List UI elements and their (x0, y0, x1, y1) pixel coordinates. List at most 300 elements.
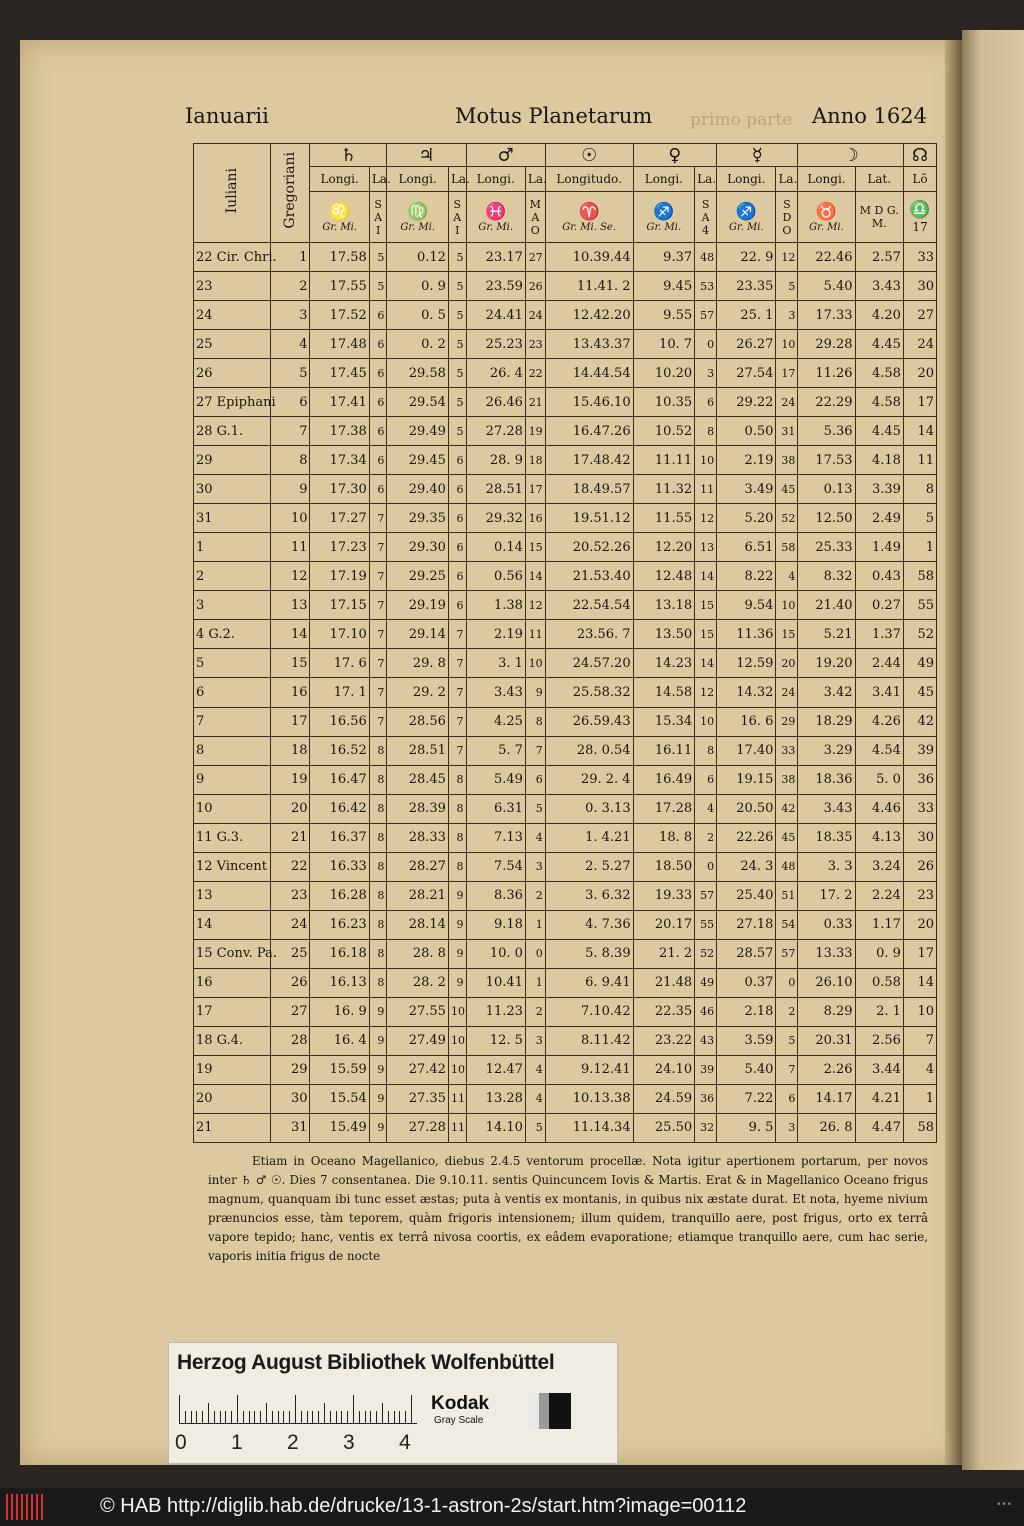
mercury-latitude: 31 (776, 417, 798, 446)
moon-longitude: 8.32 (798, 562, 855, 591)
mercury-latitude: 45 (776, 475, 798, 504)
saturn-longitude: 17.30 (310, 475, 369, 504)
gregorian-day: 8 (270, 446, 310, 475)
sun-longitude: 20.52.26 (545, 533, 633, 562)
sun-symbol: ☉ (545, 144, 633, 167)
jupiter-longitude: 29. 2 (387, 678, 449, 707)
sun-longitude: 2. 5.27 (545, 852, 633, 881)
moon-latitude: 0.43 (855, 562, 903, 591)
venus-latitude: 39 (695, 1055, 717, 1084)
venus-latitude: 32 (695, 1113, 717, 1142)
moon-latitude: 3.39 (855, 475, 903, 504)
saturn-latitude: 5 (369, 272, 387, 301)
ruler-tick (243, 1411, 244, 1423)
mercury-longitude: 28.57 (717, 939, 776, 968)
saturn-lat: La. (369, 167, 387, 192)
moon-longitude: 11.26 (798, 359, 855, 388)
saturn-longitude: 16.33 (310, 852, 369, 881)
moon-latitude: 3.44 (855, 1055, 903, 1084)
venus-longitude: 13.50 (633, 620, 695, 649)
jupiter-longitude: 29.40 (387, 475, 449, 504)
node-longitude: 24 (903, 330, 936, 359)
mercury-latitude: 7 (776, 1055, 798, 1084)
ruler-tick (301, 1411, 302, 1423)
ruler-tick (231, 1411, 232, 1423)
saturn-longitude: 15.54 (310, 1084, 369, 1113)
saturn-longitude: 17.45 (310, 359, 369, 388)
table-row (194, 243, 937, 272)
footer-mark: ••• (996, 1500, 1012, 1510)
jupiter-latitude: 7 (448, 707, 466, 736)
mercury-longitude: 0.37 (717, 968, 776, 997)
venus-latitude: 46 (695, 997, 717, 1026)
moon-longitude: 3. 3 (798, 852, 855, 881)
sun-longitude: 24.57.20 (545, 649, 633, 678)
ruler-tick (376, 1411, 377, 1423)
mercury-latitude: 15 (776, 620, 798, 649)
venus-longitude: 16.49 (633, 765, 695, 794)
mercury-longitude: 29.22 (717, 388, 776, 417)
saturn-latitude: 7 (369, 591, 387, 620)
node-longitude: 52 (903, 620, 936, 649)
moon-longitude: 18.36 (798, 765, 855, 794)
jupiter-longitude: 29.49 (387, 417, 449, 446)
gregorian-day: 23 (270, 881, 310, 910)
gregorian-day: 7 (270, 417, 310, 446)
mars-longitude: 12. 5 (466, 1026, 525, 1055)
mercury-longitude: 26.27 (717, 330, 776, 359)
mercury-longitude: 11.36 (717, 620, 776, 649)
gregorian-day: 17 (270, 707, 310, 736)
moon-longitude: 12.50 (798, 504, 855, 533)
jupiter-longitude: 29.45 (387, 446, 449, 475)
jupiter-latitude: 8 (448, 823, 466, 852)
venus-longitude: 17.28 (633, 794, 695, 823)
jupiter-longitude: 28.39 (387, 794, 449, 823)
sun-longitude: 18.49.57 (545, 475, 633, 504)
jupiter-longitude: 28. 2 (387, 968, 449, 997)
saturn-sign: ♌ Gr. Mi. (310, 192, 369, 243)
mercury-symbol: ☿ (717, 144, 798, 167)
julian-day: 14 (194, 910, 271, 939)
node-longitude: 11 (903, 446, 936, 475)
sun-longitude: 11.14.34 (545, 1113, 633, 1142)
jupiter-longitude: 29.19 (387, 591, 449, 620)
ruler-tick (295, 1395, 296, 1423)
jupiter-longitude: 29. 8 (387, 649, 449, 678)
mars-longitude: 3.43 (466, 678, 525, 707)
sun-longitude: 11.41. 2 (545, 272, 633, 301)
venus-latitude: 53 (695, 272, 717, 301)
sun-longitude: 0. 3.13 (545, 794, 633, 823)
jupiter-longi: Longi. (387, 167, 449, 192)
moon-longitude: 22.29 (798, 388, 855, 417)
venus-longitude: 15.34 (633, 707, 695, 736)
saturn-longitude: 16.13 (310, 968, 369, 997)
mars-latitude: 24 (525, 301, 545, 330)
julian-day: 11 G.3. (194, 823, 271, 852)
copyright-url[interactable]: © HAB http://diglib.hab.de/drucke/13-1-astron-2s/start.htm?image=00112 (100, 1495, 747, 1517)
venus-symbol: ♀ (633, 144, 717, 167)
mercury-latitude: 5 (776, 1026, 798, 1055)
ruler-tick (272, 1411, 273, 1423)
mars-latitude: 1 (525, 910, 545, 939)
mars-latitude: 12 (525, 591, 545, 620)
table-row (194, 997, 937, 1026)
moon-latitude: 4.54 (855, 736, 903, 765)
header-month: Ianuarii (185, 104, 269, 128)
jupiter-latitude: 11 (448, 1084, 466, 1113)
moon-latitude: 0. 9 (855, 939, 903, 968)
saturn-latitude: 7 (369, 562, 387, 591)
jupiter-longitude: 29.14 (387, 620, 449, 649)
jupiter-longitude: 29.30 (387, 533, 449, 562)
venus-longitude: 23.22 (633, 1026, 695, 1055)
moon-latitude: 4.47 (855, 1113, 903, 1142)
saturn-longitude: 16.47 (310, 765, 369, 794)
ruler-tick (278, 1411, 279, 1423)
jupiter-latitude: 10 (448, 1026, 466, 1055)
sun-longitude: 5. 8.39 (545, 939, 633, 968)
mercury-latitude: 5 (776, 272, 798, 301)
mars-latitude: 4 (525, 823, 545, 852)
mercury-longitude: 2.19 (717, 446, 776, 475)
sun-longitude: 15.46.10 (545, 388, 633, 417)
node-longitude: 8 (903, 475, 936, 504)
jupiter-latitude: 7 (448, 649, 466, 678)
jupiter-latitude: 9 (448, 910, 466, 939)
mercury-latitude: 17 (776, 359, 798, 388)
moon-longitude: 17.33 (798, 301, 855, 330)
mars-longitude: 26.46 (466, 388, 525, 417)
saturn-longitude: 16.52 (310, 736, 369, 765)
moon-longitude: 14.17 (798, 1084, 855, 1113)
mercury-longitude: 3.49 (717, 475, 776, 504)
ruler-tick (202, 1411, 203, 1423)
mercury-longitude: 17.40 (717, 736, 776, 765)
mars-latitude: 2 (525, 997, 545, 1026)
gregorian-day: 18 (270, 736, 310, 765)
ruler-tick (341, 1411, 342, 1423)
saturn-longitude: 17.38 (310, 417, 369, 446)
mars-longitude: 25.23 (466, 330, 525, 359)
ruler-tick (394, 1411, 395, 1423)
mercury-latitude: 3 (776, 301, 798, 330)
moon-longitude: 18.35 (798, 823, 855, 852)
ruler-tick (196, 1411, 197, 1423)
gray-scale-swatch (529, 1393, 571, 1429)
moon-longitude: 21.40 (798, 591, 855, 620)
jupiter-latitude: 6 (448, 446, 466, 475)
julian-day: 28 G.1. (194, 417, 271, 446)
moon-latitude: 4.18 (855, 446, 903, 475)
jupiter-longitude: 28.45 (387, 765, 449, 794)
mercury-latitude: 6 (776, 1084, 798, 1113)
mercury-longitude: 16. 6 (717, 707, 776, 736)
ruler-tick (399, 1411, 400, 1423)
julian-day: 25 (194, 330, 271, 359)
ruler-label: 1 (231, 1431, 243, 1454)
saturn-longitude: 16.23 (310, 910, 369, 939)
jupiter-longitude: 27.55 (387, 997, 449, 1026)
venus-latitude: 49 (695, 968, 717, 997)
ruler-tick (208, 1403, 209, 1423)
node-longitude: 23 (903, 881, 936, 910)
mars-longitude: 29.32 (466, 504, 525, 533)
venus-latitude: 8 (695, 417, 717, 446)
sun-longitude: 10.39.44 (545, 243, 633, 272)
mars-longitude: 3. 1 (466, 649, 525, 678)
sun-longitude: 1. 4.21 (545, 823, 633, 852)
gregorian-day: 11 (270, 533, 310, 562)
ruler-tick (191, 1411, 192, 1423)
julian-day: 23 (194, 272, 271, 301)
jupiter-longitude: 0. 2 (387, 330, 449, 359)
jupiter-latitude: 8 (448, 852, 466, 881)
moon-latitude: 4.13 (855, 823, 903, 852)
mercury-latitude: 38 (776, 765, 798, 794)
mercury-longitude: 8.22 (717, 562, 776, 591)
header-year: Anno 1624 (812, 104, 927, 128)
saturn-latitude: 8 (369, 823, 387, 852)
table-row (194, 359, 937, 388)
saturn-latitude: 7 (369, 504, 387, 533)
moon-longitude: 0.33 (798, 910, 855, 939)
library-name: Herzog August Bibliothek Wolfenbüttel (177, 1351, 555, 1374)
node-longitude: 20 (903, 359, 936, 388)
venus-latitude: 57 (695, 881, 717, 910)
mercury-longitude: 6.51 (717, 533, 776, 562)
mars-longitude: 0.14 (466, 533, 525, 562)
table-row (194, 330, 937, 359)
ruler-tick (411, 1395, 412, 1423)
table-row (194, 939, 937, 968)
mars-longitude: 10. 0 (466, 939, 525, 968)
ruler-tick (260, 1411, 261, 1423)
mars-latitude: 18 (525, 446, 545, 475)
mars-latitude: 27 (525, 243, 545, 272)
table-row (194, 910, 937, 939)
gregorian-day: 25 (270, 939, 310, 968)
table-row (194, 765, 937, 794)
jupiter-latitude: 7 (448, 736, 466, 765)
node-longitude: 7 (903, 1026, 936, 1055)
venus-longitude: 11.32 (633, 475, 695, 504)
mars-longitude: 7.54 (466, 852, 525, 881)
moon-latitude: 0.58 (855, 968, 903, 997)
mercury-longitude: 0.50 (717, 417, 776, 446)
jupiter-latitude: 9 (448, 939, 466, 968)
ruler-tick (220, 1411, 221, 1423)
node-longitude: 33 (903, 243, 936, 272)
table-row (194, 388, 937, 417)
saturn-longitude: 17.23 (310, 533, 369, 562)
mercury-longitude: 25. 1 (717, 301, 776, 330)
jupiter-lat: La. (448, 167, 466, 192)
gregorian-day: 13 (270, 591, 310, 620)
ruler-tick (370, 1411, 371, 1423)
mars-latitude: 3 (525, 852, 545, 881)
venus-latitude: 15 (695, 591, 717, 620)
saturn-longitude: 16.37 (310, 823, 369, 852)
julian-day: 17 (194, 997, 271, 1026)
jupiter-latitude: 7 (448, 620, 466, 649)
saturn-latitude: 9 (369, 1084, 387, 1113)
table-row (194, 794, 937, 823)
venus-longitude: 21.48 (633, 968, 695, 997)
table-row (194, 1113, 937, 1142)
jupiter-latitude: 8 (448, 794, 466, 823)
moon-latitude: 0.27 (855, 591, 903, 620)
mars-longitude: 6.31 (466, 794, 525, 823)
mercury-latitude: 3 (776, 1113, 798, 1142)
node-longitude: 14 (903, 417, 936, 446)
mars-latitude: 22 (525, 359, 545, 388)
mars-longitude: 26. 4 (466, 359, 525, 388)
jupiter-longitude: 0. 5 (387, 301, 449, 330)
venus-longitude: 10.52 (633, 417, 695, 446)
node-longitude: 30 (903, 272, 936, 301)
ruler-label: 2 (287, 1431, 299, 1454)
venus-latitude: 12 (695, 678, 717, 707)
mercury-latitude: 54 (776, 910, 798, 939)
moon-latitude: 2.56 (855, 1026, 903, 1055)
moon-latitude: 2.44 (855, 649, 903, 678)
jupiter-longitude: 0. 9 (387, 272, 449, 301)
mars-longitude: 10.41 (466, 968, 525, 997)
saturn-latitude: 7 (369, 678, 387, 707)
mercury-longitude: 3.59 (717, 1026, 776, 1055)
moon-longitude: 17. 2 (798, 881, 855, 910)
mercury-latitude: 51 (776, 881, 798, 910)
saturn-latitude: 8 (369, 968, 387, 997)
venus-lat: La. (695, 167, 717, 192)
gregorian-day: 16 (270, 678, 310, 707)
moon-longitude: 8.29 (798, 997, 855, 1026)
mars-longitude: 14.10 (466, 1113, 525, 1142)
table-row (194, 823, 937, 852)
jupiter-lat-sub: S A I (448, 192, 466, 243)
gregorian-day: 10 (270, 504, 310, 533)
venus-latitude: 13 (695, 533, 717, 562)
mars-latitude: 26 (525, 272, 545, 301)
venus-latitude: 43 (695, 1026, 717, 1055)
table-body (194, 243, 937, 1143)
jupiter-latitude: 6 (448, 591, 466, 620)
jupiter-latitude: 5 (448, 272, 466, 301)
mars-latitude: 14 (525, 562, 545, 591)
table-row (194, 591, 937, 620)
ruler-tick (330, 1411, 331, 1423)
gray-scale-label: Gray Scale (434, 1415, 484, 1426)
venus-longitude: 9.45 (633, 272, 695, 301)
header-bleedthrough: primo parte (690, 110, 793, 130)
moon-longitude: 22.46 (798, 243, 855, 272)
jupiter-longitude: 27.49 (387, 1026, 449, 1055)
mercury-latitude: 20 (776, 649, 798, 678)
moon-longitude: 29.28 (798, 330, 855, 359)
saturn-longitude: 17. 1 (310, 678, 369, 707)
sun-longitude: 9.12.41 (545, 1055, 633, 1084)
venus-longitude: 14.23 (633, 649, 695, 678)
saturn-longitude: 17.58 (310, 243, 369, 272)
jupiter-longitude: 28.56 (387, 707, 449, 736)
node-longitude: 17 (903, 388, 936, 417)
sun-longitude: 13.43.37 (545, 330, 633, 359)
jupiter-longitude: 28.27 (387, 852, 449, 881)
moon-latitude: 4.26 (855, 707, 903, 736)
saturn-longitude: 17. 6 (310, 649, 369, 678)
node-longitude: 20 (903, 910, 936, 939)
node-longitude: 10 (903, 997, 936, 1026)
moon-longitude: 26. 8 (798, 1113, 855, 1142)
ruler-label: 3 (343, 1431, 355, 1454)
saturn-latitude: 6 (369, 388, 387, 417)
ruler-label: 0 (175, 1431, 187, 1454)
ruler-tick (318, 1411, 319, 1423)
venus-longitude: 14.58 (633, 678, 695, 707)
saturn-longitude: 16. 4 (310, 1026, 369, 1055)
jupiter-latitude: 5 (448, 330, 466, 359)
moon-latitude: 1.17 (855, 910, 903, 939)
julian-day: 8 (194, 736, 271, 765)
saturn-longitude: 16. 9 (310, 997, 369, 1026)
node-longitude: 1 (903, 1084, 936, 1113)
facing-page-edge (962, 30, 1024, 1470)
venus-latitude: 0 (695, 852, 717, 881)
sun-longitude: 17.48.42 (545, 446, 633, 475)
venus-latitude: 3 (695, 359, 717, 388)
mars-latitude: 0 (525, 939, 545, 968)
mars-latitude: 16 (525, 504, 545, 533)
saturn-latitude: 5 (369, 243, 387, 272)
mercury-longitude: 22. 9 (717, 243, 776, 272)
venus-longitude: 24.10 (633, 1055, 695, 1084)
julian-day: 22 Cir. Chri. (194, 243, 271, 272)
gregorian-day: 29 (270, 1055, 310, 1084)
julian-day: 19 (194, 1055, 271, 1084)
mercury-longitude: 12.59 (717, 649, 776, 678)
sun-sign: ♈ Gr. Mi. Se. (545, 192, 633, 243)
mars-latitude: 6 (525, 765, 545, 794)
jupiter-longitude: 28.14 (387, 910, 449, 939)
table-row (194, 1055, 937, 1084)
page-gutter (945, 40, 962, 1465)
mercury-latitude: 52 (776, 504, 798, 533)
mars-longitude: 28. 9 (466, 446, 525, 475)
venus-longitude: 10.35 (633, 388, 695, 417)
venus-longitude: 24.59 (633, 1084, 695, 1113)
jupiter-latitude: 5 (448, 301, 466, 330)
saturn-symbol: ♄ (310, 144, 387, 167)
ruler-tick (307, 1411, 308, 1423)
jupiter-longitude: 29.54 (387, 388, 449, 417)
jupiter-longitude: 28.21 (387, 881, 449, 910)
mars-latitude: 5 (525, 794, 545, 823)
gregorian-day: 20 (270, 794, 310, 823)
mercury-lat-sub: S D O (776, 192, 798, 243)
moon-lat: Lat. (855, 167, 903, 192)
node-longitude: 49 (903, 649, 936, 678)
ruler-tick (179, 1395, 180, 1423)
moon-symbol: ☽ (798, 144, 904, 167)
ruler-tick (214, 1411, 215, 1423)
venus-latitude: 10 (695, 707, 717, 736)
moon-longitude: 3.29 (798, 736, 855, 765)
saturn-longitude: 16.42 (310, 794, 369, 823)
node-longitude: 17 (903, 939, 936, 968)
sun-longitude: 8.11.42 (545, 1026, 633, 1055)
